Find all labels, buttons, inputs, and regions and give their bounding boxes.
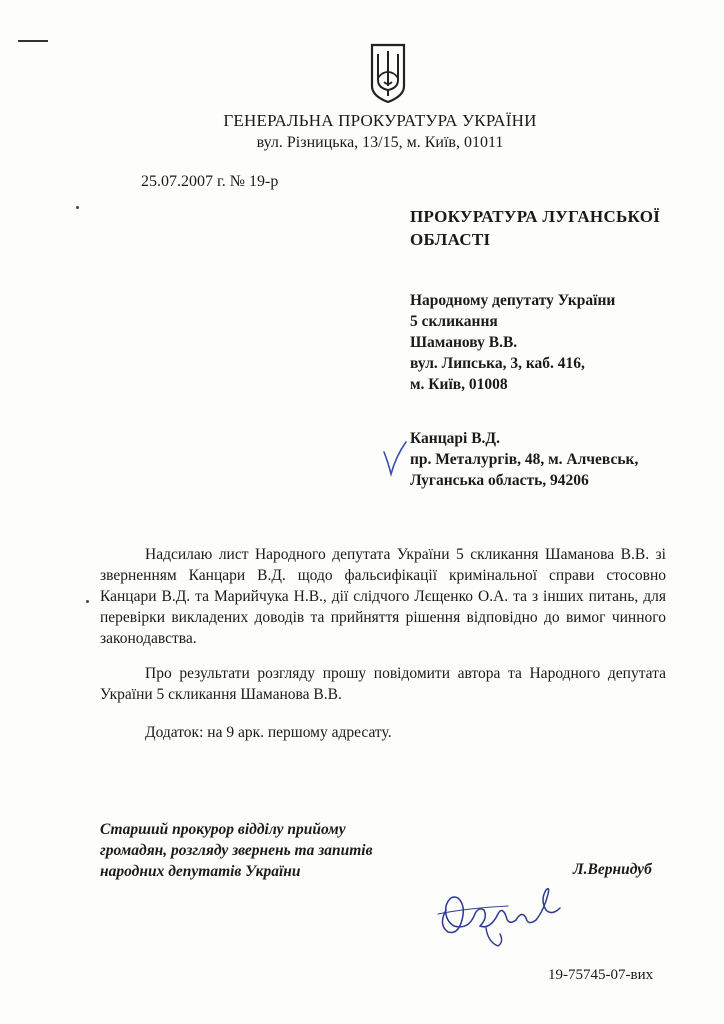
document-reference: 25.07.2007 г. № 19-р: [141, 173, 279, 190]
body-paragraph: Про результати розгляду прошу повідомити автора та Народного депутата України 5 скликання Шаманова В.В.: [100, 665, 666, 703]
org-name: ГЕНЕРАЛЬНА ПРОКУРАТУРА УКРАЇНИ: [223, 111, 537, 130]
signer-title: Старший прокурор відділу прийому громадян, розгляду звернень та запитів народних депутатів України: [100, 821, 373, 880]
body-paragraph: Надсилаю лист Народного депутата України 5 скликання Шаманова В.В. зі зверненням Канцари В.Д. щодо фальсифікації кримінальної справи стосовно Канцари В.Д. та Марийчука Н.В., дії слідчого Лєщенко О.А. та з інших питань, для перевірки викладених доводів та прийняття рішення відповідно до вимог чинного законодавства.: [100, 546, 666, 647]
author-address-block: Канцарі В.Д. пр. Металургів, 48, м. Алчевськ, Луганська область, 94206: [410, 430, 639, 489]
corner-mark: [18, 40, 48, 42]
signer-name: Л.Вернидуб: [573, 861, 652, 878]
org-address: вул. Різницька, 13/15, м. Київ, 01011: [256, 134, 504, 151]
deputy-address-block: Народному депутату України 5 скликання Шаманову В.В. вул. Липська, 3, каб. 416, м. Київ, 01008: [410, 292, 616, 393]
trident-emblem-icon: [369, 42, 407, 104]
recipient-block: ПРОКУРАТУРА ЛУГАНСЬКОЇ ОБЛАСТІ: [410, 207, 661, 249]
body-paragraph: Додаток: на 9 арк. першому адресату.: [145, 724, 392, 741]
paper-speck: [86, 600, 89, 603]
check-mark-icon: [380, 438, 410, 478]
outgoing-number: 19-75745-07-вих: [548, 967, 654, 983]
handwritten-signature-icon: [428, 880, 578, 955]
paper-speck: [76, 206, 79, 209]
